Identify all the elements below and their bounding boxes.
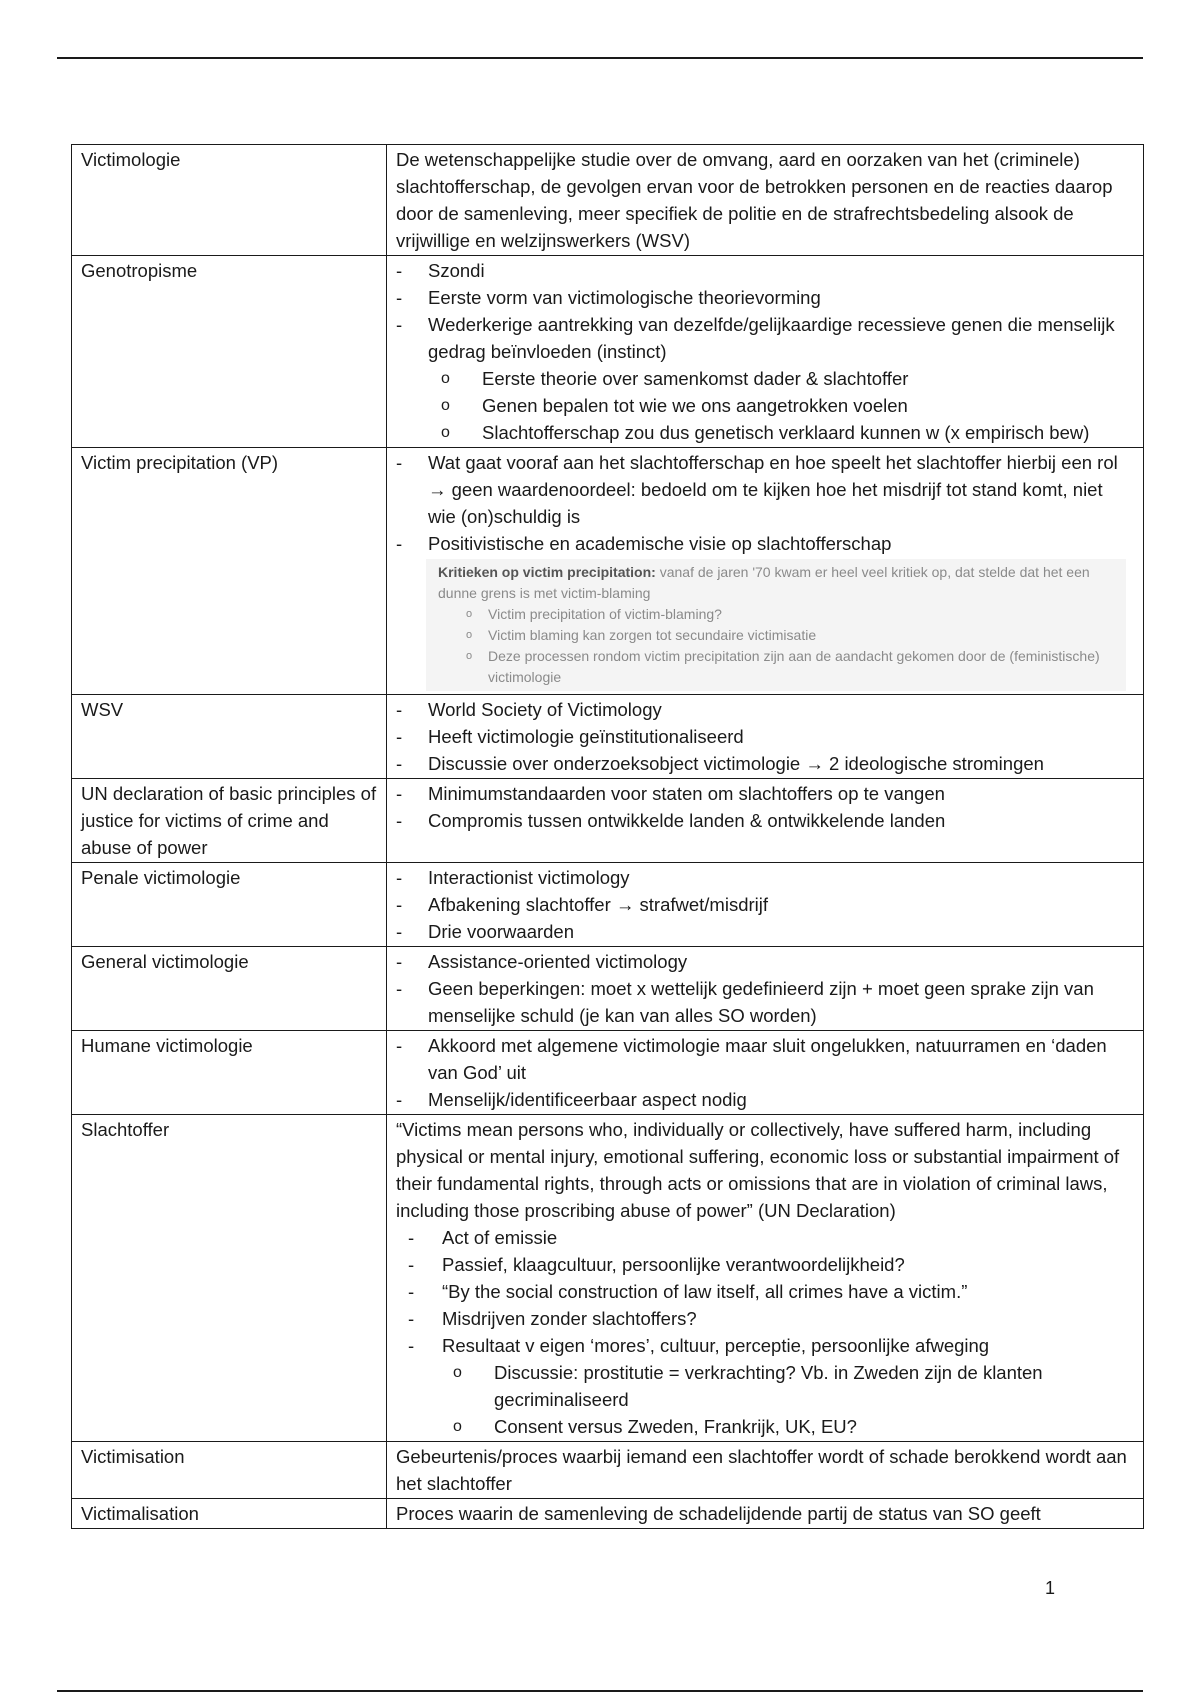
critique-label: Kritieken op victim precipitation: <box>438 564 656 580</box>
footer-rule <box>57 1690 1143 1692</box>
arrow-icon: → <box>428 479 447 500</box>
term-cell: Genotropisme <box>72 256 387 448</box>
bullet-list <box>396 948 1134 1029</box>
definition-cell: Gebeurtenis/proces waarbij iemand een slachtoffer wordt of schade berokkend wordt aan het slachtoffer <box>387 1442 1144 1499</box>
table-row <box>72 695 1144 779</box>
list-item: - “By the social construction of law itself, all crimes have a victim.” <box>396 1278 1134 1305</box>
definition-cell <box>387 448 1144 695</box>
term-cell: Penale victimologie <box>72 863 387 947</box>
table-row <box>72 1115 1144 1442</box>
list-item: - Szondi <box>396 257 1134 284</box>
term-cell: Slachtoffer <box>72 1115 387 1442</box>
term-cell: WSV <box>72 695 387 779</box>
list-item: - Misdrijven zonder slachtoffers? <box>396 1305 1134 1332</box>
list-item: - Geen beperkingen: moet x wettelijk gedefinieerd zijn + moet geen sprake zijn van menselijke schuld (je kan van alles SO worden) <box>396 975 1134 1029</box>
term-cell: General victimologie <box>72 947 387 1031</box>
term-cell: Victimalisation <box>72 1499 387 1529</box>
critique-text: vanaf de jaren '70 kwam er heel veel kritiek op, dat stelde dat het een dunne grens is met victim-blaming <box>438 564 1090 601</box>
definition-cell <box>387 779 1144 863</box>
list-item: o Victim blaming kan zorgen tot secundaire victimisatie <box>466 625 1116 646</box>
list-item: - Passief, klaagcultuur, persoonlijke verantwoordelijkheid? <box>396 1251 1134 1278</box>
list-item: o Victim precipitation of victim-blaming? <box>466 604 1116 625</box>
list-item <box>396 750 1134 777</box>
table-row <box>72 947 1144 1031</box>
list-item: o Genen bepalen tot wie we ons aangetrokken voelen <box>439 392 1134 419</box>
table-row <box>72 256 1144 448</box>
bullet-list <box>396 696 1134 777</box>
bullet-list <box>396 780 1134 834</box>
table-row <box>72 1499 1144 1529</box>
item-text: Discussie over onderzoeksobject victimologie <box>428 753 806 774</box>
definition-cell <box>387 863 1144 947</box>
list-item: o Consent versus Zweden, Frankrijk, UK, EU? <box>451 1413 1134 1440</box>
list-item: o Eerste theorie over samenkomst dader & slachtoffer <box>439 365 1134 392</box>
list-item: - Menselijk/identificeerbaar aspect nodig <box>396 1086 1134 1113</box>
item-text: Afbakening slachtoffer <box>428 894 616 915</box>
list-item: - Heeft victimologie geïnstitutionaliseerd <box>396 723 1134 750</box>
glossary-table <box>71 144 1144 1529</box>
arrow-icon: → <box>615 894 635 915</box>
item-text: 2 ideologische stromingen <box>823 753 1044 774</box>
list-item: - Drie voorwaarden <box>396 918 1134 945</box>
definition-cell <box>387 947 1144 1031</box>
bullet-list <box>396 257 1134 365</box>
definition-cell <box>387 256 1144 448</box>
table-row <box>72 779 1144 863</box>
page-number: 1 <box>1045 1578 1056 1598</box>
list-item <box>396 449 1134 530</box>
definition-cell <box>387 695 1144 779</box>
item-text: strafwet/misdrijf <box>634 894 769 915</box>
embedded-critique-excerpt <box>426 559 1126 691</box>
definition-cell: Proces waarin de samenleving de schadelijdende partij de status van SO geeft <box>387 1499 1144 1529</box>
definition-cell: De wetenschappelijke studie over de omvang, aard en oorzaken van het (criminele) slachtofferschap, de gevolgen ervan voor de betrokken personen en de reacties daarop door de samenleving, meer specifiek de politie en de strafrechtsbedeling alsook de vrijwillige en welzijnswerkers (WSV) <box>387 145 1144 256</box>
term-cell: Victimologie <box>72 145 387 256</box>
list-item: - Eerste vorm van victimologische theorievorming <box>396 284 1134 311</box>
list-item: - Akkoord met algemene victimologie maar sluit ongelukken, natuurramen en ‘daden van God’ uit <box>396 1032 1134 1086</box>
header-rule <box>57 57 1143 59</box>
sub-list <box>396 365 1134 446</box>
bullet-list <box>396 1224 1134 1359</box>
term-cell: Victimisation <box>72 1442 387 1499</box>
table-row <box>72 1442 1144 1499</box>
list-item: - Resultaat v eigen ‘mores’, cultuur, perceptie, persoonlijke afweging <box>396 1332 1134 1359</box>
table-row <box>72 448 1144 695</box>
list-item: - World Society of Victimology <box>396 696 1134 723</box>
critique-list <box>438 604 1116 688</box>
un-declaration-quote: “Victims mean persons who, individually or collectively, have suffered harm, including physical or mental injury, emotional suffering, economic loss or substantial impairment of their fundamental rights, through acts or omissions that are in violation of criminal laws, including those proscribing abuse of power” (UN Declaration) <box>396 1119 1120 1221</box>
list-item: - Assistance-oriented victimology <box>396 948 1134 975</box>
list-item: - Minimumstandaarden voor staten om slachtoffers op te vangen <box>396 780 1134 807</box>
term-cell: Humane victimologie <box>72 1031 387 1115</box>
table-row <box>72 145 1144 256</box>
term-cell: UN declaration of basic principles of justice for victims of crime and abuse of power <box>72 779 387 863</box>
list-item: - Positivistische en academische visie op slachtofferschap <box>396 530 1134 557</box>
list-item: - Compromis tussen ontwikkelde landen & ontwikkelende landen <box>396 807 1134 834</box>
table-row <box>72 863 1144 947</box>
list-item: - Wederkerige aantrekking van dezelfde/gelijkaardige recessieve genen die menselijk gedrag beïnvloeden (instinct) <box>396 311 1134 365</box>
table-row <box>72 1031 1144 1115</box>
list-item: o Deze processen rondom victim precipitation zijn aan de aandacht gekomen door de (feministische) victimologie <box>466 646 1116 688</box>
item-text: geen waardenoordeel: bedoeld om te kijken hoe het misdrijf tot stand komt, niet wie (on)schuldig is <box>428 479 1103 527</box>
list-item <box>396 891 1134 918</box>
bullet-list <box>396 864 1134 945</box>
bullet-list <box>396 449 1134 557</box>
sub-list <box>396 1359 1134 1440</box>
item-text: Wat gaat vooraf aan het slachtofferschap en hoe speelt het slachtoffer hierbij een rol <box>428 452 1118 473</box>
list-item: o Slachtofferschap zou dus genetisch verklaard kunnen w (x empirisch bew) <box>439 419 1134 446</box>
list-item: - Act of emissie <box>396 1224 1134 1251</box>
definition-cell <box>387 1031 1144 1115</box>
list-item: o Discussie: prostitutie = verkrachting? Vb. in Zweden zijn de klanten gecriminaliseerd <box>451 1359 1134 1413</box>
list-item: - Interactionist victimology <box>396 864 1134 891</box>
term-cell: Victim precipitation (VP) <box>72 448 387 695</box>
definition-cell <box>387 1115 1144 1442</box>
bullet-list <box>396 1032 1134 1113</box>
arrow-icon: → <box>805 753 824 774</box>
